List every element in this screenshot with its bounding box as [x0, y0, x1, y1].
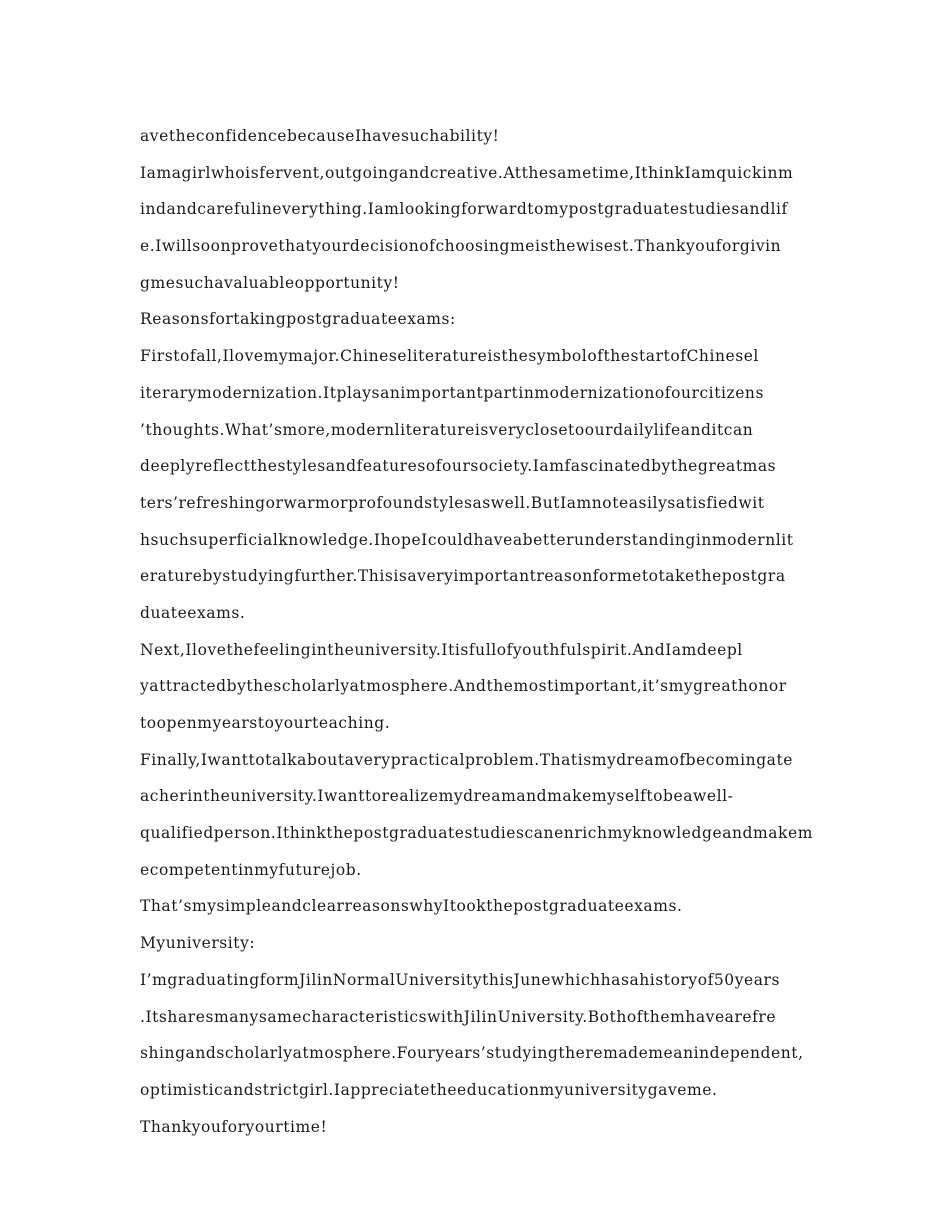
text-line: I’mgraduatingformJilinNormalUniversitythisJunewhichhasahistoryof50years	[140, 970, 780, 989]
text-line: duateexams.	[140, 603, 246, 622]
text-line: That’smysimpleandclearreasonswhyItookthepostgraduateexams.	[140, 897, 683, 916]
text-line: optimisticandstrictgirl.Iappreciatetheeducationmyuniversitygaveme.	[140, 1080, 718, 1099]
text-line: ’thoughts.What’smore,modernliteratureisveryclosetoourdailylifeanditcan	[140, 420, 754, 439]
text-line: qualifiedperson.Ithinkthepostgraduatestudiescanenrichmyknowledgeandmakem	[140, 824, 813, 843]
text-line: avetheconfidencebecauseIhavesuchability!	[140, 127, 500, 145]
document-body	[140, 118, 814, 1145]
text-line: iterarymodernization.Itplaysanimportantpartinmodernizationofourcitizens	[140, 383, 764, 402]
section-heading-university: Myuniversity:	[140, 934, 256, 953]
text-line: Finally,Iwanttotalkaboutaverypracticalproblem.Thatismydreamofbecomingate	[140, 750, 793, 769]
text-line: Next,Ilovethefeelingintheuniversity.Itisfullofyouthfulspirit.AndIamdeepl	[140, 640, 743, 659]
closing-line: Thankyouforyourtime!	[140, 1117, 328, 1136]
text-line: ecompetentinmyfuturejob.	[140, 860, 362, 879]
text-line: shingandscholarlyatmosphere.Fouryears’studyingtheremademeanindependent,	[140, 1044, 804, 1063]
text-line: hsuchsuperficialknowledge.IhopeIcouldhaveabetterunderstandinginmodernlit	[140, 530, 794, 549]
text-line: indandcarefulineverything.Iamlookingforwardtomypostgraduatestudiesandlif	[140, 200, 788, 219]
text-line: deeplyreflectthestylesandfeaturesofoursociety.Iamfascinatedbythegreatmas	[140, 457, 777, 476]
text-line: ters’refreshingorwarmorprofoundstylesaswell.ButIamnoteasilysatisfiedwit	[140, 493, 765, 512]
text-line: Firstofall,Ilovemymajor.ChineseliteratureisthesymbolofthestartofChinesel	[140, 347, 759, 366]
text-line: acherintheuniversity.Iwanttorealizemydreamandmakemyselftobeawell-	[140, 787, 734, 806]
section-heading-reasons: Reasonsfortakingpostgraduateexams:	[140, 310, 456, 329]
text-line: e.Iwillsoonprovethatyourdecisionofchoosingmeisthewisest.Thankyouforgivin	[140, 237, 782, 256]
text-line: toopenmyearstoyourteaching.	[140, 714, 391, 732]
text-line: eraturebystudyingfurther.Thisisaveryimportantreasonformetotakethepostgra	[140, 567, 786, 586]
text-line: Iamagirlwhoisfervent,outgoingandcreative.Atthesametime,IthinkIamquickinm	[140, 163, 794, 182]
text-line: yattractedbythescholarlyatmosphere.Andthemostimportant,it’smygreathonor	[140, 677, 787, 696]
text-line: .ItsharesmanysamecharacteristicswithJilinUniversity.Bothofthemhavearefre	[140, 1007, 777, 1026]
text-line: gmesuchavaluableopportunity!	[140, 273, 400, 292]
